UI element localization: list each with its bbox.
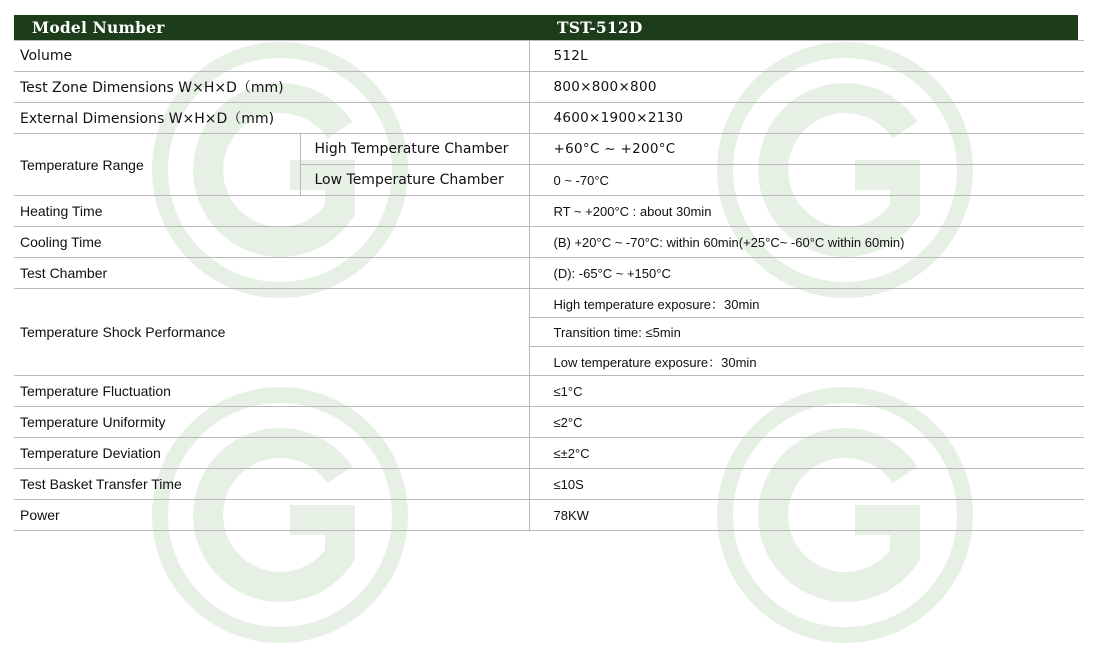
row-value: High temperature exposure：30min — [529, 289, 1084, 318]
row-value: 78KW — [529, 500, 1084, 531]
table-row — [14, 376, 1084, 407]
row-label: Cooling Time — [14, 227, 529, 258]
table-row — [14, 258, 1084, 289]
table-row — [14, 72, 1084, 103]
row-label: Test Zone Dimensions W×H×D（mm) — [14, 72, 529, 103]
row-label: External Dimensions W×H×D（mm) — [14, 103, 529, 134]
row-label: Test Chamber — [14, 258, 529, 289]
row-label: Temperature Uniformity — [14, 407, 529, 438]
table-row — [14, 103, 1084, 134]
row-value: (D): -65°C ~ +150°C — [529, 258, 1084, 289]
row-label: Temperature Range — [14, 134, 300, 196]
row-label: Temperature Fluctuation — [14, 376, 529, 407]
row-value: (B) +20°C ~ -70°C: within 60min(+25°C~ -60°C within 60min) — [529, 227, 1084, 258]
table-row — [14, 41, 1084, 72]
table-row — [14, 196, 1084, 227]
table-row — [14, 227, 1084, 258]
row-value: 4600×1900×2130 — [529, 103, 1084, 134]
row-value: ≤1°C — [529, 376, 1084, 407]
sub-row-label: Low Temperature Chamber — [300, 165, 529, 196]
row-label: Heating Time — [14, 196, 529, 227]
row-value: +60°C ~ +200°C — [529, 134, 1084, 165]
table-row — [14, 438, 1084, 469]
row-value: Transition time: ≤5min — [529, 318, 1084, 347]
row-value: ≤10S — [529, 469, 1084, 500]
table-row — [14, 469, 1084, 500]
row-value: 0 ~ -70°C — [529, 165, 1084, 196]
table-row — [14, 134, 1084, 165]
table-row — [14, 289, 1084, 318]
table-row — [14, 407, 1084, 438]
row-label: Power — [14, 500, 529, 531]
table-row — [14, 500, 1084, 531]
row-value: Low temperature exposure：30min — [529, 347, 1084, 376]
row-label: Temperature Deviation — [14, 438, 529, 469]
header-gap — [1078, 15, 1084, 41]
row-value: 512L — [529, 41, 1084, 72]
row-label: Test Basket Transfer Time — [14, 469, 529, 500]
row-value: ≤2°C — [529, 407, 1084, 438]
spec-table — [14, 15, 1084, 531]
row-label: Volume — [14, 41, 529, 72]
header-label: Model Number — [14, 15, 529, 41]
row-value: 800×800×800 — [529, 72, 1084, 103]
header-value: TST-512D — [529, 15, 1078, 41]
table-header-row — [14, 15, 1084, 41]
spec-table-container — [14, 15, 1084, 531]
row-value: ≤±2°C — [529, 438, 1084, 469]
row-label: Temperature Shock Performance — [14, 289, 529, 376]
sub-row-label: High Temperature Chamber — [300, 134, 529, 165]
row-value: RT ~ +200°C : about 30min — [529, 196, 1084, 227]
